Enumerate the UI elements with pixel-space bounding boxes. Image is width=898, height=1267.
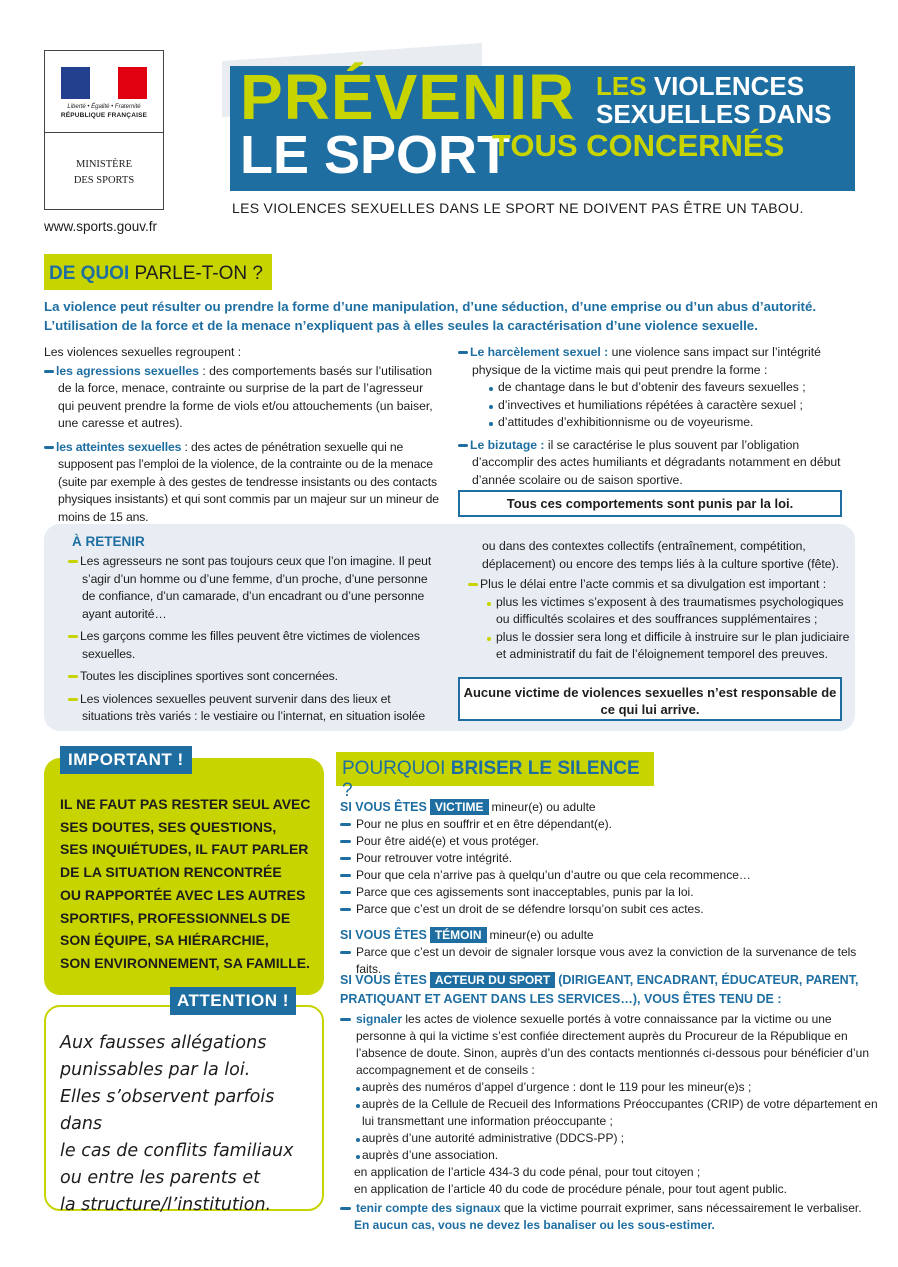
dash-bullet-icon <box>458 444 468 447</box>
retenir-delai-item: Plus le délai entre l’acte commis et sa divulgation est important : <box>468 576 854 594</box>
logo-motto: Liberté • Égalité • Fraternité <box>67 104 141 110</box>
harcelement-subitem: d’attitudes d’exhibitionnisme ou de voyeurisme. <box>458 414 848 432</box>
retenir-left-column <box>68 553 440 726</box>
retenir-item: Les violences sexuelles peuvent survenir dans des lieux et situations très variés : le vestiaire ou l’internat, en situation isolée <box>68 691 440 726</box>
retenir-item: Les garçons comme les filles peuvent être victimes de violences sexuelles. <box>68 628 440 663</box>
article-40: en application de l’article 40 du code de procédure pénale, pour tout agent public. <box>354 1182 787 1196</box>
temoin-block: SI VOUS ÊTES TÉMOIN mineur(e) ou adulte Parce que c’est un devoir de signaler lorsque vous avez la conviction de la survenance de tels faits. <box>340 927 880 978</box>
regroupent-text: Les violences sexuelles regroupent : <box>44 345 242 359</box>
signaler-subitem: auprès de la Cellule de Recueil des Informations Préoccupantes (CRIP) de votre département en lui transmettant une information préoccupante ; <box>340 1096 880 1130</box>
signaler-subitem: auprès des numéros d’appel d’urgence : dont le 119 pour les mineur(e)s ; <box>340 1079 880 1096</box>
marianne-block <box>45 51 163 133</box>
signaler-subitem: auprès d’une autorité administrative (DDCS-PP) ; <box>340 1130 880 1147</box>
retenir-delai-subitem: plus le dossier sera long et difficile à instruire sur le plan judiciaire et administratif du fait de l’éloignement temporel des preuves. <box>482 629 854 664</box>
dash-bullet-icon <box>468 583 478 586</box>
punis-callout: Tous ces comportements sont punis par la loi. <box>458 490 842 517</box>
victime-item: Pour être aidé(e) et vous protéger. <box>340 833 880 850</box>
dash-bullet-icon <box>68 635 78 638</box>
a-retenir-title: À RETENIR <box>72 534 145 549</box>
intro-paragraph: La violence peut résulter ou prendre la forme d’une manipulation, d’une séduction, d’une emprise ou d’un abus d’autorité. L’utilisation de la force et de la menace n’expliquent pas à elles seules la caractérisation d’une violence sexuelle. <box>44 299 817 333</box>
attention-tag: ATTENTION ! <box>170 987 296 1015</box>
signaler-subitem: auprès d’une association. <box>340 1147 880 1164</box>
logo-rf: RÉPUBLIQUE FRANÇAISE <box>60 112 148 119</box>
title-tous-concernes: TOUS CONCERNÉS <box>492 128 785 163</box>
site-url[interactable]: www.sports.gouv.fr <box>44 219 158 234</box>
section-heading-pourquoi: POURQUOI BRISER LE SILENCE ? <box>336 752 654 786</box>
dash-bullet-icon <box>68 560 78 563</box>
tenir-compte-item: tenir compte des signaux que la victime pourrait exprimer, sans nécessairement le verbaliser. <box>340 1200 880 1217</box>
retenir-item: Les agresseurs ne sont pas toujours ceux que l’on imagine. Il peut s’agir d’un homme ou d’une femme, d’un proche, d’une personne de confiance, d’un camarade, d’un encadrant ou d’une personne ayant autorité… <box>68 553 440 623</box>
victime-item: Pour ne plus en souffrir et en être dépendant(e). <box>340 816 880 833</box>
harcelement-item: Le harcèlement sexuel : une violence sans impact sur l’intégrité physique de la victime mais qui peut prendre la forme : <box>458 344 848 379</box>
dash-bullet-icon <box>458 351 468 354</box>
harcelement-subitem: de chantage dans le but d’obtenir des faveurs sexuelles ; <box>458 379 848 397</box>
dash-bullet-icon <box>68 698 78 701</box>
acteur-block: SI VOUS ÊTES ACTEUR DU SPORT (DIRIGEANT, ENCADRANT, ÉDUCATEUR, PARENT, PRATIQUANT ET AGENT DANS LES SERVICES…), VOUS ÊTES TENU DE : signaler les actes de violence sexuelle portés à votre connaissance par la victime ou une personne à qui la victime s’est confiée directement auprès du Procureur de la République en l’absence de doute. Sinon, auprès d’un des contacts mentionnés ci-dessous pour bénéficier d’un accompagnement et de conseils : auprès des numéros d’appel d’urgence : dont le 119 pour les mineur(e)s ; auprès de la Cellule de Recueil des Informations Préoccupantes (CRIP) de votre département en lui transmettant une information préoccupante ; auprès d’une autorité administrative (DDCS-PP) ; auprès d’une association. en application de l’article 434-3 du code pénal, pour tout citoyen ; en application de l’article 40 du code de procédure pénale, pour tout agent public. tenir compte des signaux que la victime pourrait exprimer, sans nécessairement le verbaliser. En aucun cas, vous ne devez les banaliser ou les sous-estimer. <box>340 971 880 1234</box>
retenir-right-column <box>482 538 854 664</box>
victime-item: Pour que cela n’arrive pas à quelqu’un d’autre ou que cela recommence… <box>340 867 880 884</box>
signaler-item: signaler les actes de violence sexuelle portés à votre connaissance par la victime ou une personne à qui la victime s’est confiée directement auprès du Procureur de la République en l’absence de doute. Sinon, auprès d’un des contacts mentionnés ci-dessous pour bénéficier d’un accompagnement et de conseils : <box>340 1011 880 1079</box>
dash-bullet-icon <box>68 675 78 678</box>
victime-item: Pour retrouver votre intégrité. <box>340 850 880 867</box>
title-le-sport: LE SPORT <box>240 125 511 185</box>
ministry-name: MINISTÈRE DES SPORTS <box>73 159 135 186</box>
important-text: IL NE FAUT PAS RESTER SEUL AVEC SES DOUTES, SES QUESTIONS, SES INQUIÉTUDES, IL FAUT PARLER DE LA SITUATION RENCONTRÉE OU RAPPORTÉE AVEC LES AUTRES SPORTIFS, PROFESSIONNELS DE SON ÉQUIPE, SA HIÉRARCHIE, SON ENVIRONNEMENT, SA FAMILLE. <box>60 796 311 971</box>
attention-text: Aux fausses allégations punissables par la loi. Elles s’observent parfois dans le cas de conflits familiaux ou entre les parents et la structure/l’institution. <box>60 1033 294 1215</box>
aucune-victime-callout: Aucune victime de violences sexuelles n’est responsable de ce qui lui arrive. <box>458 677 842 721</box>
retenir-delai-subitem: plus les victimes s’exposent à des traumatismes psychologiques ou difficultés scolaires et des souffrances supplémentaires ; <box>482 594 854 629</box>
agressions-item: les agressions sexuelles : des comportements basés sur l’utilisation de la force, menace, contrainte ou surprise de la part de l’agresseur qui peuvent prendre la forme de viols et/ou attouchements (un baiser, une caresse et autres). <box>44 363 439 433</box>
retenir-continuation: ou dans des contextes collectifs (entraînement, compétition, déplacement) ou encore des temps liés à la culture sportive (fête). <box>482 539 840 571</box>
tagline: LES VIOLENCES SEXUELLES DANS LE SPORT NE DOIVENT PAS ÊTRE UN TABOU. <box>232 200 804 216</box>
dash-bullet-icon <box>44 446 54 449</box>
right-definitions-column <box>458 344 848 489</box>
retenir-item: Toutes les disciplines sportives sont concernées. <box>68 668 440 686</box>
atteintes-item: les atteintes sexuelles : des actes de pénétration sexuelle qui ne supposent pas l’emploi de la violence, de la contrainte ou de la menace (suite par exemple à des gestes de tendresse insistants ou des contacts physiques insistants) et qui sont commis par un majeur sur un mineur de moins de 15 ans. <box>44 439 439 527</box>
bizutage-item: Le bizutage : il se caractérise le plus souvent par l’obligation d’accomplir des actes humiliants et dégradants notamment en début d’année scolaire ou de saison sportive. <box>458 437 848 490</box>
title-prevenir: PRÉVENIR <box>240 61 576 133</box>
harcelement-subitem: d’invectives et humiliations répétées à caractère sexuel ; <box>458 397 848 415</box>
victime-item: Parce que c’est un droit de se défendre lorsqu’on subit ces actes. <box>340 901 880 918</box>
victime-item: Parce que ces agissements sont inacceptables, punis par la loi. <box>340 884 880 901</box>
important-tag: IMPORTANT ! <box>60 746 192 774</box>
title-violences-sexuelles: LES VIOLENCES SEXUELLES DANS <box>596 71 832 129</box>
victime-block: SI VOUS ÊTES VICTIME mineur(e) ou adulte Pour ne plus en souffrir et en être dépendant(e). Pour être aidé(e) et vous protéger. Pour retrouver votre intégrité. Pour que cela n’arrive pas à quelqu’un d’autre ou que cela recommence… Parce que ces agissements sont inacceptables, punis par la loi. Parce que c’est un droit de se défendre lorsqu’on subit ces actes. <box>340 799 880 918</box>
left-definitions-column <box>44 344 439 526</box>
article-434: en application de l’article 434-3 du code pénal, pour tout citoyen ; <box>354 1165 701 1179</box>
republique-francaise-logo <box>44 50 164 210</box>
section-heading-de-quoi: DE QUOI PARLE-T-ON ? <box>44 254 272 290</box>
temoin-item: Parce que c’est un devoir de signaler lorsque vous avez la conviction de la survenance de tels faits. <box>340 944 880 978</box>
marianne-flag-icon <box>61 67 147 99</box>
dash-bullet-icon <box>44 370 54 373</box>
aucun-cas-text: En aucun cas, vous ne devez les banaliser ou les sous-estimer. <box>354 1218 715 1232</box>
